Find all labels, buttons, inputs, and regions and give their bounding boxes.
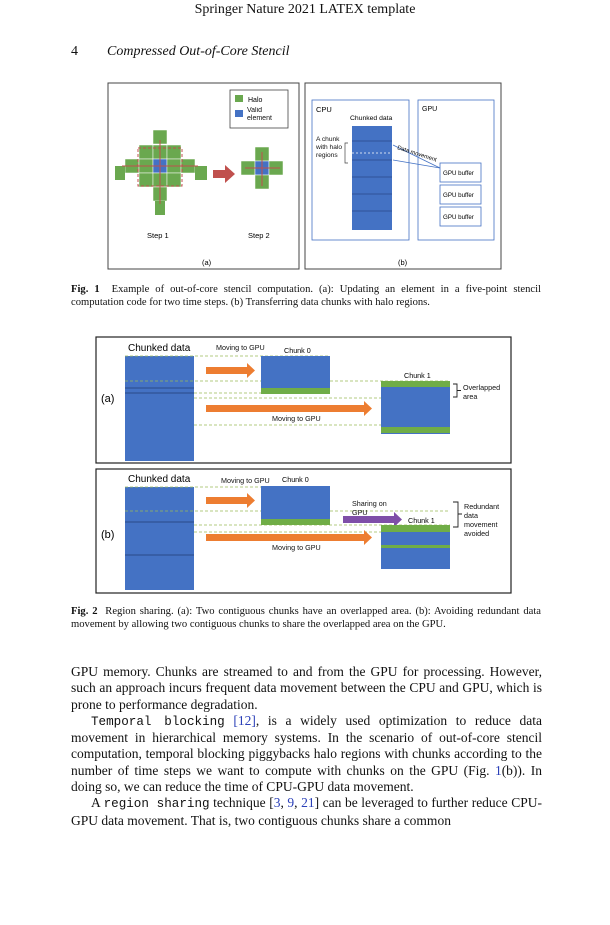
paragraph-2-text-b: (b)). In doing so, we can reduce the time of CPU-GPU data movement. <box>71 762 542 795</box>
body-text <box>71 664 542 829</box>
fig2a-chunk0-block <box>261 356 330 393</box>
term-temporal-blocking: Temporal blocking <box>91 714 225 729</box>
fig-ref-1[interactable]: 1 <box>494 762 502 778</box>
fig2-caption-label: Fig. 2 <box>71 606 98 617</box>
fig2a-overlapped-label: Overlapped area <box>463 383 501 401</box>
fig2a-chunk1-halo-top <box>381 381 450 387</box>
fig2-panel-a-label: (a) <box>101 393 115 405</box>
fig1-caption-label: Fig. 1 <box>71 284 100 295</box>
fig2b-chunk1-halo-top <box>381 525 450 532</box>
fig2a-chunk1-block <box>381 381 450 434</box>
fig2a-chunk0-label: Chunk 0 <box>284 346 311 355</box>
fig2b-bracket <box>453 502 462 527</box>
section-title: Compressed Out-of-Core Stencil <box>107 44 290 59</box>
step2-label: Step 2 <box>248 231 270 240</box>
fig2a-chunk1-label: Chunk 1 <box>404 371 431 380</box>
paragraph-3-text-a: A <box>91 795 104 811</box>
citation-3[interactable]: 3 <box>273 795 281 811</box>
citation-sep-1: , <box>280 795 288 811</box>
fig2b-redundant-label: Redundant data movement avoided <box>464 502 500 538</box>
running-head: Springer Nature 2021 LATEX template <box>194 2 416 17</box>
fig2b-chunked-data-label: Chunked data <box>128 474 191 485</box>
fig2b-chunk0-label: Chunk 0 <box>282 475 309 484</box>
fig2b-moving-label-2: Moving to GPU <box>272 543 321 552</box>
citation-9[interactable]: 9 <box>287 795 295 811</box>
page-number: 4 <box>71 44 78 59</box>
fig2b-chunked-block <box>125 487 194 590</box>
fig1-caption-text: Example of out-of-core stencil computation. (a): Updating an element in a five-point stencil computation code for two time steps. (b) Transferring data chunks with halo regions. <box>71 284 541 308</box>
citation-sep-2: , <box>294 795 302 811</box>
paragraph-1: GPU memory. Chunks are streamed to and from the GPU for processing. However, such an approach incurs frequent data movement between the CPU and GPU, which is prone to performance degradation. <box>71 664 542 712</box>
fig2a-bracket <box>453 384 461 397</box>
fig2-panel-b-label: (b) <box>101 529 115 541</box>
cpu-label: CPU <box>316 105 332 114</box>
step1-label: Step 1 <box>147 231 169 240</box>
fig1-panel-a-label: (a) <box>202 258 212 267</box>
paragraph-3-text-b: technique [ <box>209 795 274 811</box>
term-region-sharing: region sharing <box>103 797 210 812</box>
gpu-buffer-label-3: GPU buffer <box>443 214 474 221</box>
data-movement-label: Data movement <box>396 145 438 164</box>
legend-valid-label: Valid element <box>247 107 272 122</box>
citation-21[interactable]: 21 <box>301 795 315 811</box>
fig2a-chunk1-halo-bottom <box>381 427 450 433</box>
chunked-data-label-fig1: Chunked data <box>350 115 393 122</box>
paragraph-2 <box>71 713 542 795</box>
paragraph-3-text-c: ] can be leveraged to further reduce CPU-GPU data movement. That is, two contiguous chunks share a common <box>71 795 542 828</box>
gpu-label: GPU <box>422 106 438 113</box>
gpu-buffer-label-1: GPU buffer <box>443 170 474 177</box>
fig2b-sharing-label: Sharing on GPU <box>352 499 387 517</box>
fig2-caption <box>71 605 541 631</box>
fig2a-chunked-data-label: Chunked data <box>128 343 191 354</box>
paragraph-3 <box>71 795 542 829</box>
fig2a-chunk0-halo <box>261 388 330 394</box>
fig2b-moving-label-1: Moving to GPU <box>221 476 270 485</box>
fig2b-chunk1-halo-bottom <box>381 545 450 548</box>
citation-12[interactable]: [12] <box>233 712 256 728</box>
paragraph-2-text-a: , is a widely used optimization to reduce data movement in hierarchical memory systems. In the scenario of out-of-core stencil computation, temporal blocking piggybacks halo regions with chunks according to the number of time steps we want to compute with chunks on the GPU (Fig. <box>71 712 543 778</box>
gpu-buffer-label-2: GPU buffer <box>443 192 474 199</box>
chunk-note: A chunk with halo regions <box>316 136 343 159</box>
fig2b-chunk0-halo <box>261 519 330 525</box>
fig1-panel-b-label: (b) <box>398 258 408 267</box>
fig2a-moving-label-1: Moving to GPU <box>216 343 265 352</box>
fig2b-chunk1-label: Chunk 1 <box>408 516 435 525</box>
fig2a-moving-label-2: Moving to GPU <box>272 414 321 423</box>
legend-halo-label: Halo <box>248 97 263 104</box>
fig2a-chunked-block <box>125 356 194 461</box>
fig2-caption-text: Region sharing. (a): Two contiguous chunks have an overlapped area. (b): Avoiding redundant data movement by allowing two contiguous chunks to share the overlapped area on the GPU. <box>71 606 541 630</box>
